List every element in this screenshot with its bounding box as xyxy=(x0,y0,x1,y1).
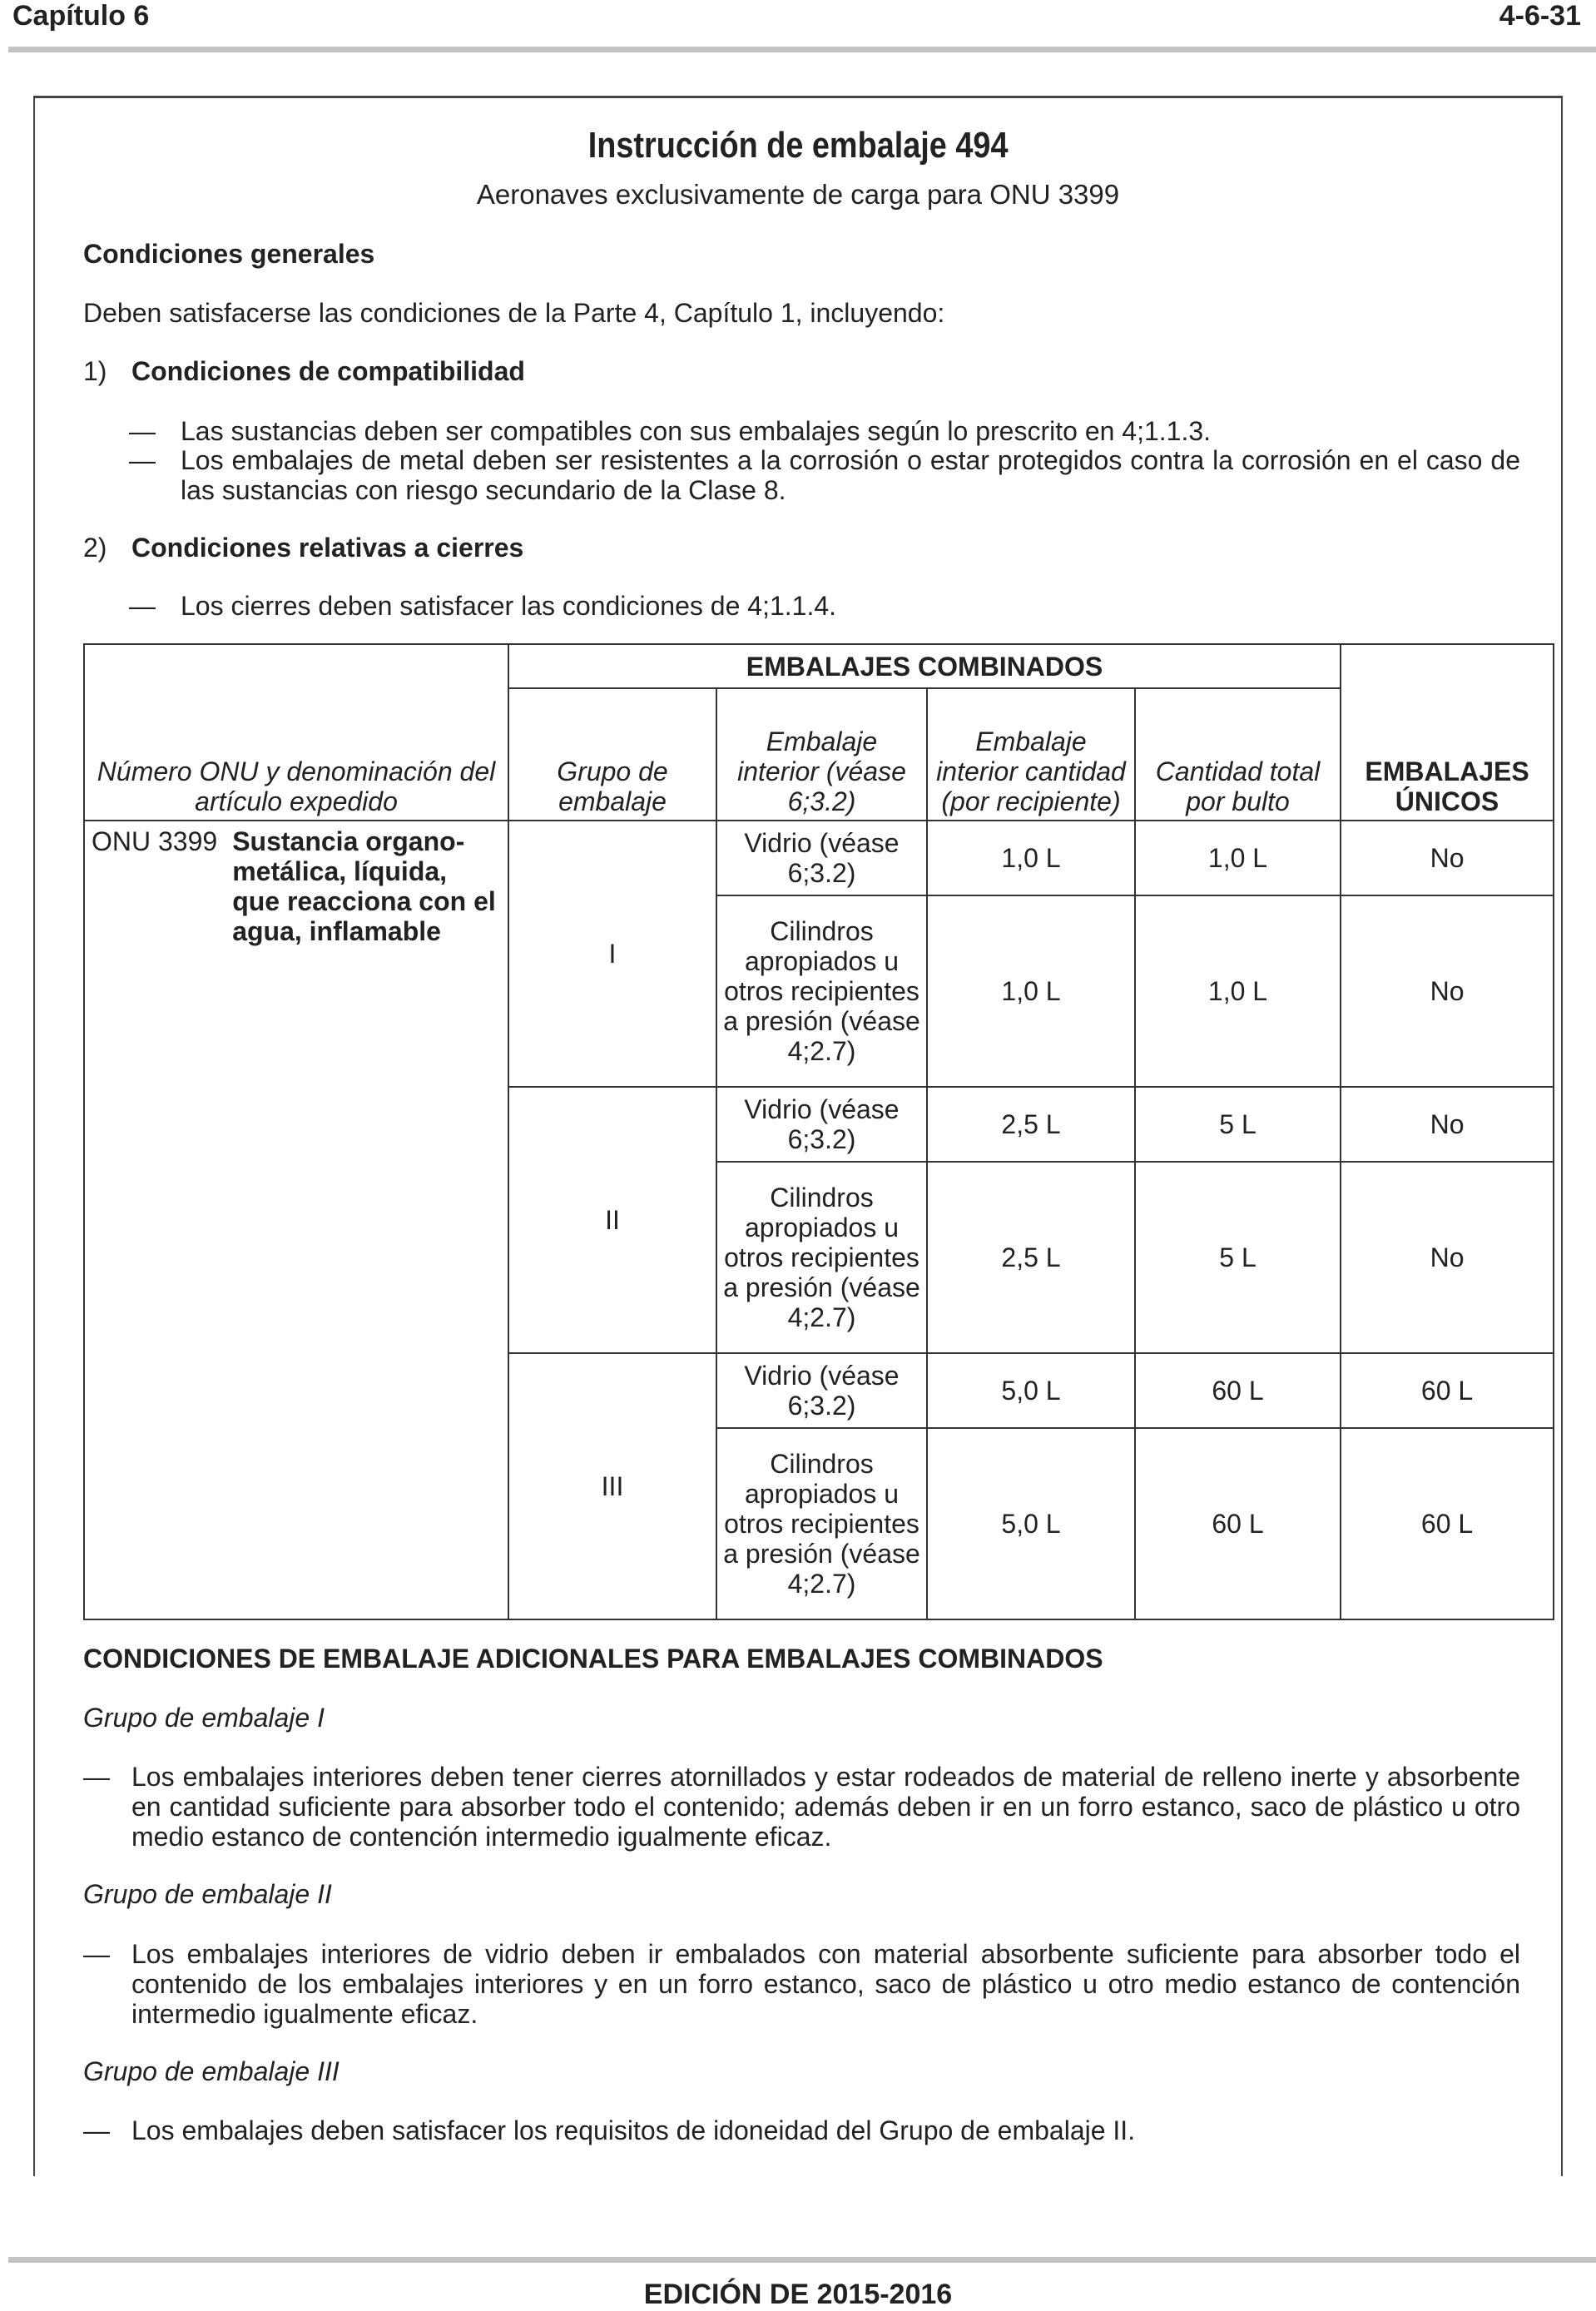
additional-heading: CONDICIONES DE EMBALAJE ADICIONALES PARA EMBALAJES COMBINADOS xyxy=(83,1644,1103,1674)
condition-2-title: Condiciones relativas a cierres xyxy=(131,533,524,563)
group-1-title: Grupo de embalaje I xyxy=(83,1703,325,1733)
dash-marker: — xyxy=(83,2115,110,2145)
single-packaging-header: EMBALAJES ÚNICOS xyxy=(1341,644,1554,821)
dash-marker: — xyxy=(129,416,156,446)
dash-marker: — xyxy=(83,1939,110,1969)
condition-1-item: Las sustancias deben ser compatibles con sus embalajes según lo prescrito en 4;1.1.3. xyxy=(181,416,1212,446)
general-heading: Condiciones generales xyxy=(83,239,375,269)
page-subtitle: Aeronaves exclusivamente de carga para ONU 3399 xyxy=(476,179,1120,210)
condition-2-item: Los cierres deben satisfacer las condiciones de 4;1.1.4. xyxy=(181,591,837,621)
group-2-text: Los embalajes interiores de vidrio deben ir embalados con material absorbente suficiente para absorber todo el contenido de los embalajes interiores y en un forro estanco, saco de plástico u otro medio estanco de contención intermedio igualmente eficaz. xyxy=(131,1939,1520,2029)
single-packaging: No xyxy=(1341,1087,1554,1162)
group-3-title: Grupo de embalaje III xyxy=(83,2056,340,2086)
col-header-total: Cantidad total por bulto xyxy=(1135,688,1341,821)
inner-qty: 2,5 L xyxy=(927,1087,1135,1162)
group-cell: III xyxy=(508,1353,716,1619)
total-qty: 60 L xyxy=(1135,1428,1341,1619)
single-packaging: 60 L xyxy=(1341,1353,1554,1428)
col-header-inner: Embalaje interior (véase 6;3.2) xyxy=(716,688,927,821)
inner-packaging: Cilindros apropiados u otros recipientes a presión (véase 4;2.7) xyxy=(716,895,927,1087)
single-packaging: 60 L xyxy=(1341,1428,1554,1619)
group-1-text: Los embalajes interiores deben tener cierres atornillados y estar rodeados de material de relleno inerte y absorbente en cantidad suficiente para absorber todo el contenido; además deben ir en un forro estanco, saco de plástico u otro medio estanco de contención intermedio igualmente eficaz. xyxy=(131,1762,1520,1852)
inner-packaging: Vidrio (véase 6;3.2) xyxy=(716,821,927,895)
footer-rule xyxy=(8,2257,1596,2263)
condition-2-number: 2) xyxy=(83,533,107,563)
total-qty: 5 L xyxy=(1135,1162,1341,1353)
inner-qty: 5,0 L xyxy=(927,1428,1135,1619)
chapter-label: Capítulo 6 xyxy=(12,0,150,32)
col-header-group: Grupo de embalaje xyxy=(508,688,716,821)
total-qty: 1,0 L xyxy=(1135,895,1341,1087)
un-cell xyxy=(84,821,508,1619)
table-corner xyxy=(84,644,508,688)
total-qty: 60 L xyxy=(1135,1353,1341,1428)
col-header-un: Número ONU y denominación del artículo expedido xyxy=(84,688,508,821)
inner-qty: 5,0 L xyxy=(927,1353,1135,1428)
un-number: ONU 3399 xyxy=(92,826,218,856)
page-title: Instrucción de embalaje 494 xyxy=(587,125,1009,166)
inner-packaging: Vidrio (véase 6;3.2) xyxy=(716,1087,927,1162)
group-cell: I xyxy=(508,821,716,1087)
edition-footer: EDICIÓN DE 2015-2016 xyxy=(643,2279,953,2310)
dash-marker: — xyxy=(129,445,156,475)
condition-1-number: 1) xyxy=(83,356,107,386)
page-number: 4-6-31 xyxy=(1499,0,1581,32)
inner-packaging: Cilindros apropiados u otros recipientes a presión (véase 4;2.7) xyxy=(716,1162,927,1353)
col-header-inner-qty: Embalaje interior cantidad (por recipiente) xyxy=(927,688,1135,821)
condition-1-item: Los embalajes de metal deben ser resistentes a la corrosión o estar protegidos contra la corrosión en el caso de las sustancias con riesgo secundario de la Clase 8. xyxy=(181,445,1520,505)
group-2-title: Grupo de embalaje II xyxy=(83,1879,332,1909)
total-qty: 1,0 L xyxy=(1135,821,1341,895)
inner-qty: 1,0 L xyxy=(927,895,1135,1087)
single-packaging: No xyxy=(1341,895,1554,1087)
general-intro: Deben satisfacerse las condiciones de la Parte 4, Capítulo 1, incluyendo: xyxy=(83,298,945,328)
table-row xyxy=(84,821,1554,895)
group-cell: II xyxy=(508,1087,716,1353)
inner-qty: 1,0 L xyxy=(927,821,1135,895)
combined-header: EMBALAJES COMBINADOS xyxy=(508,644,1341,688)
dash-marker: — xyxy=(83,1762,110,1792)
dash-marker: — xyxy=(129,591,156,621)
condition-1-title: Condiciones de compatibilidad xyxy=(131,356,525,386)
total-qty: 5 L xyxy=(1135,1087,1341,1162)
group-3-text: Los embalajes deben satisfacer los requisitos de idoneidad del Grupo de embalaje II. xyxy=(131,2115,1136,2145)
inner-packaging: Vidrio (véase 6;3.2) xyxy=(716,1353,927,1428)
inner-qty: 2,5 L xyxy=(927,1162,1135,1353)
packing-table xyxy=(83,643,1554,1620)
un-name: Sustancia organo-metálica, líquida, que reacciona con el agua, inflamable xyxy=(232,826,496,946)
header-rule xyxy=(8,47,1596,52)
single-packaging: No xyxy=(1341,821,1554,895)
single-packaging: No xyxy=(1341,1162,1554,1353)
inner-packaging: Cilindros apropiados u otros recipientes a presión (véase 4;2.7) xyxy=(716,1428,927,1619)
